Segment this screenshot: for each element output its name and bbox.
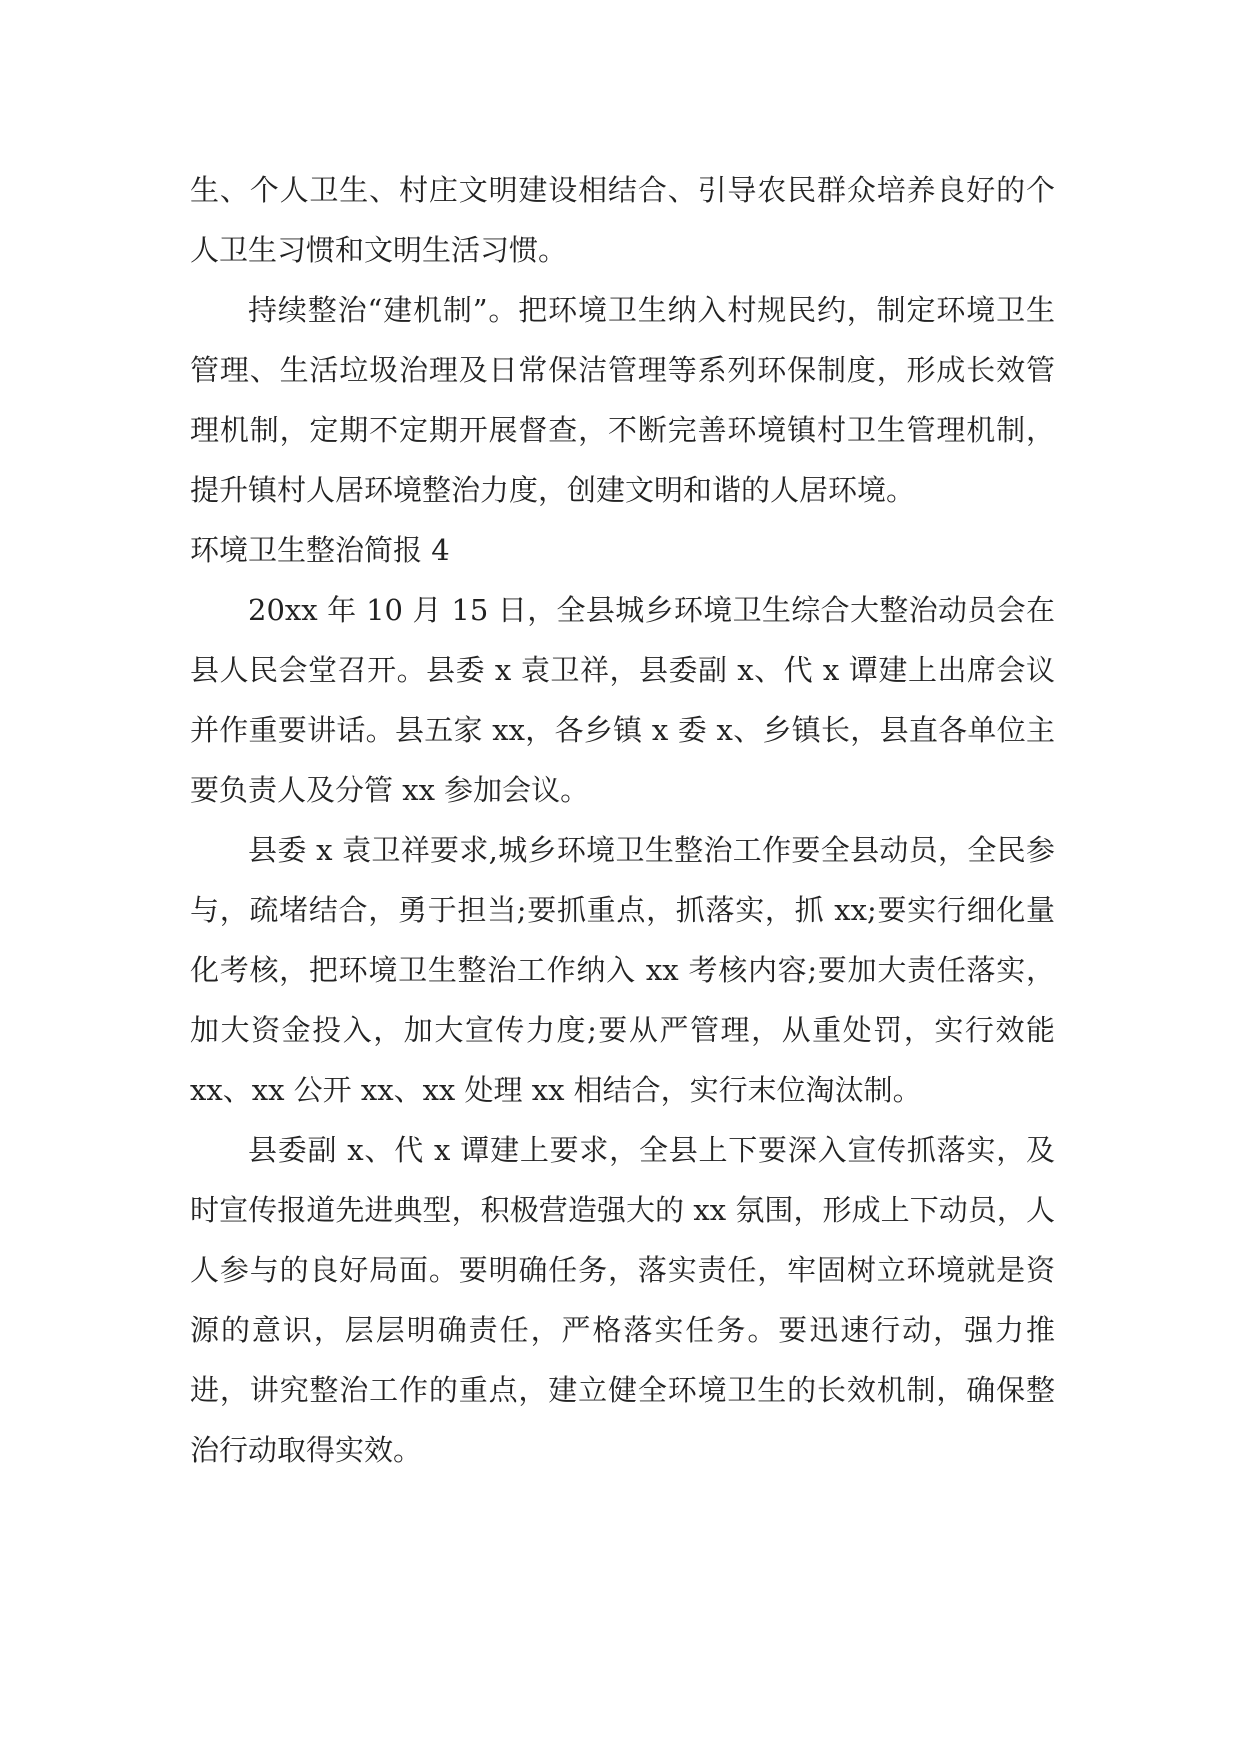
paragraph-secretary-requirements: 县委 x 袁卫祥要求,城乡环境卫生整治工作要全县动员，全民参与，疏堵结合，勇于担当;要抓重点，抓落实，抓 xx;要实行细化量化考核，把环境卫生整治工作纳入 xx 考核内容;要加大责任落实，加大资金投入，加大宣传力度;要从严管理，从重处罚，实行效能 xx、xx 公开 xx、xx 处理 xx 相结合，实行末位淘汰制。 bbox=[190, 833, 1055, 1107]
section-heading: 环境卫生整治简报 4 bbox=[190, 533, 450, 567]
paragraph-deputy-requirements: 县委副 x、代 x 谭建上要求，全县上下要深入宣传抓落实，及时宣传报道先进典型，积极营造强大的 xx 氛围，形成上下动员，人人参与的良好局面。要明确任务，落实责任，牢固树立环境就是资源的意识，层层明确责任，严格落实任务。要迅速行动，强力推进，讲究整治工作的重点，建立健全环境卫生的长效机制，确保整治行动取得实效。 bbox=[190, 1133, 1055, 1467]
paragraph-mechanism: 持续整治“建机制”。把环境卫生纳入村规民约，制定环境卫生管理、生活垃圾治理及日常保洁管理等系列环保制度，形成长效管理机制，定期不定期开展督查，不断完善环境镇村卫生管理机制，提升镇村人居环境整治力度，创建文明和谐的人居环境。 bbox=[190, 293, 1055, 507]
paragraph-continuation: 生、个人卫生、村庄文明建设相结合、引导农民群众培养良好的个人卫生习惯和文明生活习惯。 bbox=[190, 173, 1055, 267]
document-page bbox=[190, 160, 1055, 1480]
paragraph-meeting: 20xx 年 10 月 15 日，全县城乡环境卫生综合大整治动员会在县人民会堂召开。县委 x 袁卫祥，县委副 x、代 x 谭建上出席会议并作重要讲话。县五家 xx，各乡镇 x 委 x、乡镇长，县直各单位主要负责人及分管 xx 参加会议。 bbox=[190, 593, 1055, 807]
